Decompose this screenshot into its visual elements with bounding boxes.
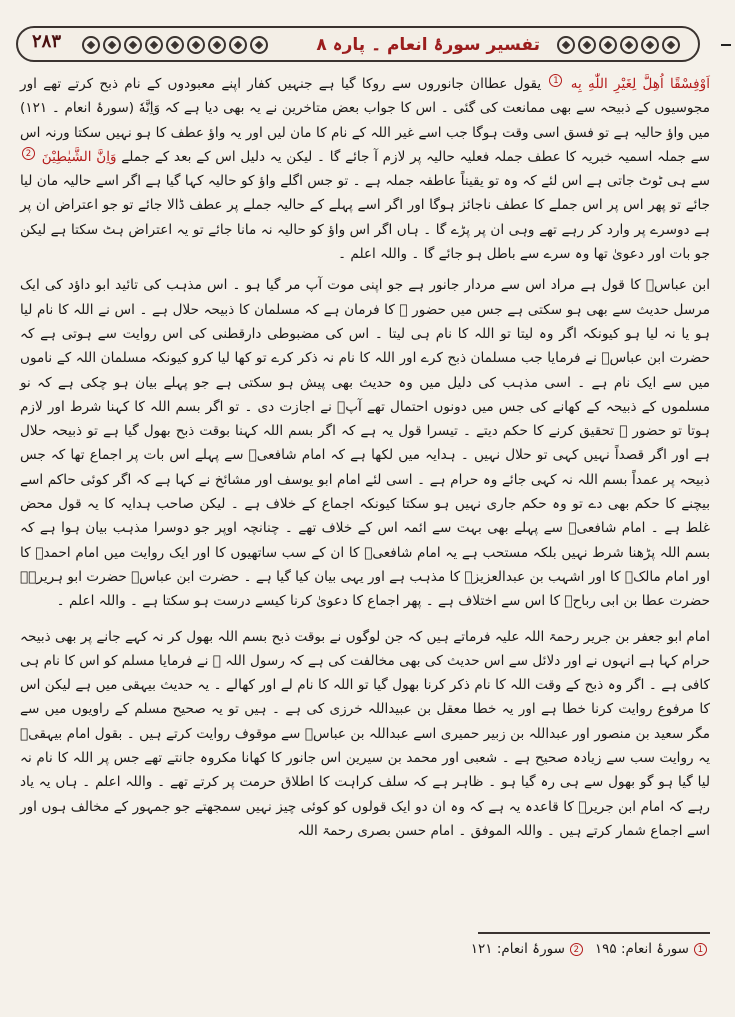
footnote-ref[interactable]: 2 bbox=[22, 147, 35, 160]
footnote-text: سورۂ انعام: ۱۲۱ bbox=[470, 941, 565, 957]
paragraph-3: امام ابو جعفر بن جریر رحمۃ اللہ علیہ فرماتے ہیں کہ جن لوگوں نے بوقت ذبح بسم اللہ بھول کر نہ کہے جانے پر بھی ذبیحہ حرام کہا ہے انہوں نے اور دلائل سے اس حدیث کی بھی مخالفت کی ہے کہ رسول اللہ ﷺ نے فرمایا مسلم کو اس کا نام ہی کافی ہے ۔ اگر وہ ذبح کے وقت اللہ کا نام ذکر کرنا بھول گیا تو اللہ کا نام لے اور کھالے ۔ یہ حدیث بیہقی میں ہے لیکن اس کا مرفوع روایت کرنا خطا ہے اور یہ خطا معقل بن عبیداللہ خرزی کی ہے ۔ ہیں تو یہ صحیح مسلم کے راویوں میں سے مگر سعید بن منصور اور عبداللہ بن زبیر حمیری اسے عبداللہ بن عباسؓ سے موقوف روایت کرتے ہیں ۔ بقول امام بیہقیؒ یہ روایت سب سے زیادہ صحیح ہے ۔ شعبی اور محمد بن سیرین اس جانور کا کھانا مکروہ جانتے تھے جس پر اللہ کا نام نہ لیا گیا ہو گو بھول سے ہی رہ گیا ہو ۔ ظاہر ہے کہ سلف کراہت کا اطلاق حرمت پر کرتے تھے ۔ واللہ اعلم ۔ ہاں یہ یاد رہے کہ امام ابن جریرؒ کا قاعدہ یہ ہے کہ وہ ان دو ایک قولوں کو کوئی چیز نہیں سمجھتے جو جمہور کے مخالف ہوں اور اسے اجماع شمار کرتے ہیں ۔ واللہ الموفق ۔ امام حسن بصری رحمۃ اللہ bbox=[20, 628, 710, 839]
page-number: ۲۸۳ bbox=[32, 31, 62, 52]
ornament-icon bbox=[145, 36, 163, 54]
footnote-number: 1 bbox=[694, 943, 707, 956]
ornament-icon bbox=[641, 36, 659, 54]
quran-quote: وَاِنَّ الشَّيٰطِيْنَ bbox=[41, 148, 117, 165]
ornament-icon bbox=[208, 36, 226, 54]
paragraph-text: یقول عطاان جانوروں سے روکا گیا ہے جنہیں کفار اپنے معبودوں کے نام ذبح کرتے تھے اور مجوسیوں کے ذبیحہ سے بھی ممانعت کی گئی ۔ اس کا جواب بعض متاخرین نے یہ بھی دیا ہے کہ وَاِنَّهٗ (سورۂ انعام ۔ ۱۲۱) میں واؤ حالیہ ہے تو فسق اسی وقت ہوگا جب اسے غیر اللہ کے نام کا مان لیں اور یہ واؤ عطف کا ہو نہیں سکتا ورنہ اس سے جملہ اسمیہ خبریہ کا عطف جملہ فعلیہ حالیہ پر لازم آ جائے گا ۔ لیکن یہ دلیل اس کے بعد کے جملے bbox=[20, 76, 710, 165]
ornament-icon bbox=[82, 36, 100, 54]
ornament-icon bbox=[103, 36, 121, 54]
page-title: تفسیر سورۂ انعام ۔ پارہ ۸ bbox=[316, 35, 540, 55]
footnotes bbox=[471, 941, 709, 957]
ornament-icon bbox=[620, 36, 638, 54]
footnote-number: 2 bbox=[570, 943, 583, 956]
quran-quote: اَوْفِسْقًا اُهِلَّ لِغَيْرِ اللّٰهِ بِه bbox=[570, 76, 711, 92]
paragraph-1 bbox=[20, 72, 710, 266]
ornament-icon bbox=[124, 36, 142, 54]
ornament-icon bbox=[578, 36, 596, 54]
header-ornament-right bbox=[557, 34, 680, 56]
footnote-item bbox=[595, 941, 709, 957]
page-header bbox=[16, 26, 700, 62]
footnote-text: سورۂ انعام: ۱۹۵ bbox=[594, 941, 689, 957]
corner-mark bbox=[721, 44, 731, 46]
footnote-item bbox=[471, 941, 585, 957]
footnote-ref[interactable]: 1 bbox=[549, 74, 562, 87]
ornament-icon bbox=[166, 36, 184, 54]
paragraph-2: ابن عباسؓ کا قول ہے مراد اس سے مردار جانور ہے جو اپنی موت آپ مر گیا ہو ۔ اس مذہب کی تائید ابو داؤد کی ایک مرسل حدیث سے بھی ہو سکتی ہے جس میں حضور ؐ کا فرمان ہے کہ مسلمان کا ذبیحہ حلال ہے ۔ اس نے اللہ کا نام لیا ہو یا نہ لیا ہو کیونکہ اگر وہ لیتا تو اللہ کا نام ہی لیتا ۔ اس کی مضبوطی دارقطنی کی اس روایت سے ہوتی ہے کہ حضرت ابن عباسؓ نے فرمایا جب مسلمان ذبح کرے اور اللہ کا نام نہ ذکر کرے تو کھا لیا کرو کیونکہ مسلمان اللہ کے ناموں میں سے ایک نام ہے ۔ اسی مذہب کی دلیل میں وہ حدیث بھی پیش ہو سکتی ہے جو پہلے بیان ہو چکی ہے کہ نو مسلموں کے ذبیحہ کے کھانے کی جس میں دونوں احتمال تھے آپؐ نے اجازت دی ۔ تو اگر بسم اللہ کا کہنا شرط اور لازم ہوتا تو حضور ؐ تحقیق کرنے کا حکم دیتے ۔ تیسرا قول یہ ہے کہ اگر بسم اللہ کہنا بوقت ذبح بھول گیا ہے تو ذبیحہ حلال ہے اور اگر قصداً نہیں کہی تو حلال نہیں ۔ ہدایہ میں لکھا ہے کہ امام شافعیؒ سے پہلے اس بات پر اجماع تھا کہ جس ذبیحہ پر عمداً بسم اللہ نہ کہی جائے وہ حرام ہے ۔ اسی لئے امام ابو یوسف اور مشائخ نے کہا ہے کہ اگر کوئی حاکم اسے بیچنے کا حکم بھی دے تو وہ حکم جاری نہیں ہو سکتا کیونکہ اجماع کے خلاف ہے ۔ لیکن صاحب ہدایہ کا یہ قول محض غلط ہے ۔ امام شافعیؒ سے پہلے بھی بہت سے ائمہ اس کے خلاف تھے ۔ چنانچہ اوپر جو دوسرا مذہب بیان ہوا ہے کہ بسم اللہ پڑھنا شرط نہیں بلکہ مستحب ہے یہ امام شافعیؒ کا ان کے سب ساتھیوں کا اور ایک روایت میں امام احمدؒ کا اور امام مالکؒ کا اور اشہب بن عبدالعزیزؒ کا مذہب ہے اور یہی بیان کیا گیا ہے ۔ حضرت ابن عباسؓ حضرت ابو ہریرہؓ حضرت عطا بن ابی رباحؒ کا اس سے اختلاف ہے ۔ پھر اجماع کا دعویٰ کرنا کیسے درست ہو سکتا ہے ۔ واللہ اعلم ۔ bbox=[20, 277, 710, 610]
footnote-divider bbox=[478, 932, 710, 934]
ornament-icon bbox=[662, 36, 680, 54]
ornament-icon bbox=[599, 36, 617, 54]
ornament-icon bbox=[557, 36, 575, 54]
paragraph-text: سے ہی ٹوٹ جاتی ہے اس لئے کہ وہ تو یقیناً عاطفہ جملہ ہے ۔ تو جس اگلے واؤ کو حالیہ کہا گیا ہے اگر اسے حالیہ مان لیا جائے تو پھر اس پر اس جملے کا عطف ناجائز ہوگا اور اگر اسے پہلے کے حالیہ جملے پر عطف ڈالا جائے تو جو اعتراض ان پر ہے دوسرے پر وارد کر رہے تھے وہی ان پر پڑے گا ۔ ہاں اگر اس واؤ کو حالیہ نہ مانا جائے تو یہ اعتراض ہٹ سکتا ہے لیکن جو بات اور دعویٰ تھا وہ سرے سے باطل ہو جائے گا ۔ واللہ اعلم ۔ bbox=[20, 173, 710, 263]
ornament-icon bbox=[187, 36, 205, 54]
ornament-icon bbox=[229, 36, 247, 54]
body-text bbox=[20, 72, 710, 843]
ornament-icon bbox=[250, 36, 268, 54]
header-ornament-left bbox=[82, 34, 268, 56]
